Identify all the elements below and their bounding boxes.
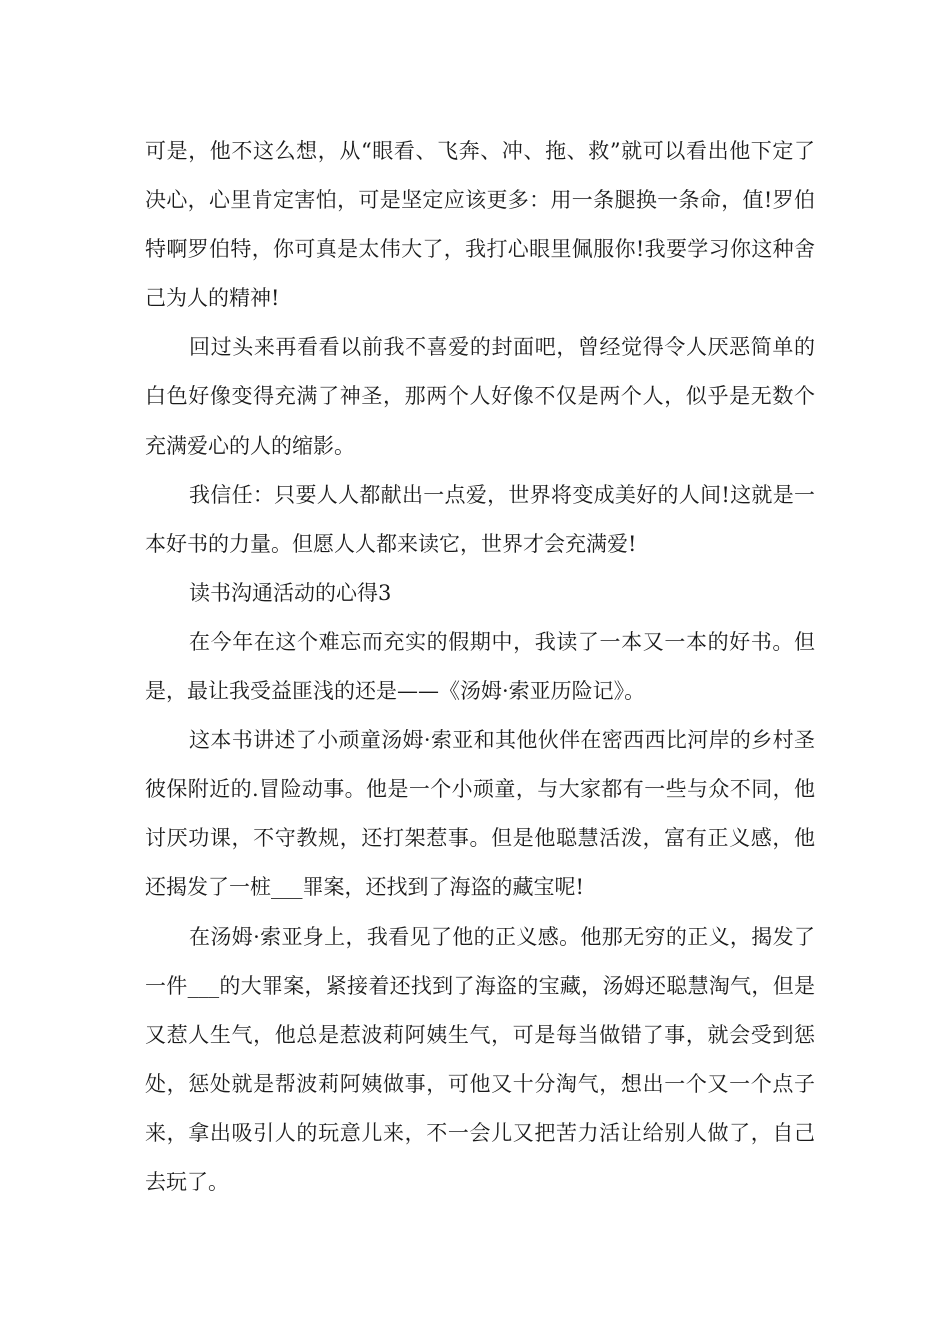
paragraph-5: 这本书讲述了小顽童汤姆·索亚和其他伙伴在密西西比河岸的乡村圣彼保附近的.冒险动事。他是一个小顽童，与大家都有一些与众不同，他讨厌功课，不守教规，还打架惹事。但是他聪慧活泼，富有正义感，他还揭发了一桩___罪案，还找到了海盗的藏宝呢! (145, 728, 815, 900)
paragraph-6: 在汤姆·索亚身上，我看见了他的正义感。他那无穷的正义，揭发了一件___的大罪案，紧接着还找到了海盗的宝藏，汤姆还聪慧淘气，但是又惹人生气，他总是惹波莉阿姨生气，可是每当做错了事，就会受到惩处，惩处就是帮波莉阿姨做事，可他又十分淘气，想出一个又一个点子来，拿出吸引人的玩意儿来，不一会儿又把苦力活让给别人做了，自己去玩了。 (145, 924, 815, 1194)
paragraph-2: 回过头来再看看以前我不喜爱的封面吧，曾经觉得令人厌恶简单的白色好像变得充满了神圣，那两个人好像不仅是两个人，似乎是无数个充满爱心的人的缩影。 (145, 335, 815, 458)
paragraph-3: 我信任：只要人人都献出一点爱，世界将变成美好的人间!这就是一本好书的力量。但愿人人都来读它，世界才会充满爱! (145, 482, 815, 556)
section-heading: 读书沟通活动的心得3 (189, 580, 392, 605)
document-body (145, 127, 815, 1207)
paragraph-4: 在今年在这个难忘而充实的假期中，我读了一本又一本的好书。但是，最让我受益匪浅的还是——《汤姆·索亚历险记》。 (145, 629, 815, 704)
paragraph-1: 可是，他不这么想，从“眼看、飞奔、冲、拖、救”就可以看出他下定了决心，心里肯定害怕，可是坚定应该更多：用一条腿换一条命，值!罗伯特啊罗伯特，你可真是太伟大了，我打心眼里佩服你!我要学习你这种舍己为人的精神! (145, 139, 815, 311)
